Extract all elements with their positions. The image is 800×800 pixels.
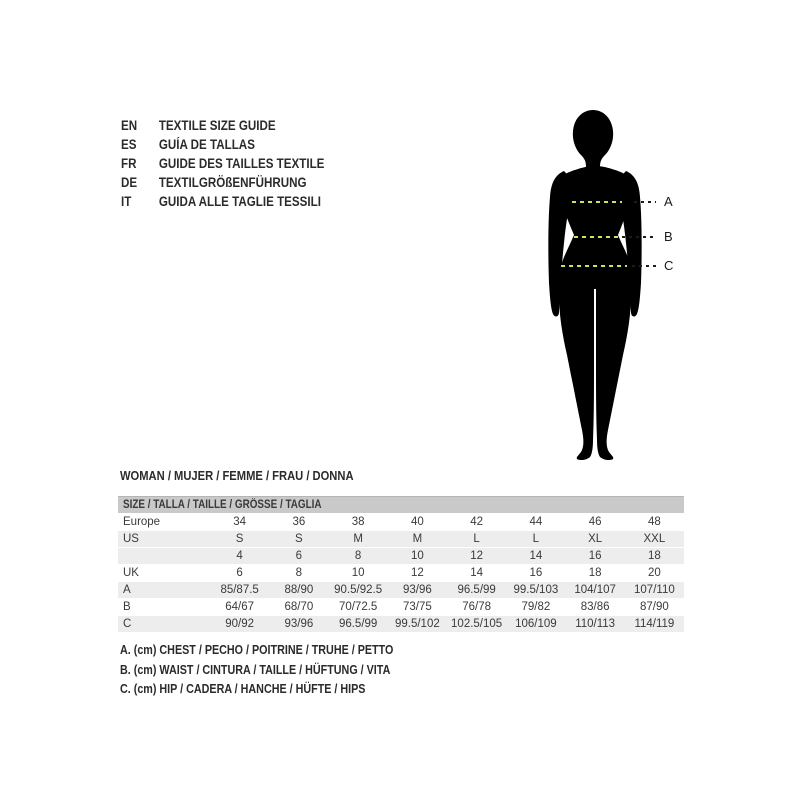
language-row-en	[121, 116, 324, 135]
size-table-row	[118, 582, 684, 599]
language-code: ES	[121, 137, 137, 152]
size-table-container	[118, 496, 684, 633]
language-title: GUIDE DES TAILLES TEXTILE	[158, 156, 325, 171]
measurement-legend	[120, 641, 438, 700]
size-value-cell: 102.5/105	[447, 616, 506, 633]
language-row-de	[121, 173, 324, 192]
row-label: B	[118, 599, 210, 616]
size-value-cell: 114/119	[625, 616, 684, 633]
size-value-cell: L	[447, 531, 506, 548]
row-label: C	[118, 616, 210, 633]
chest-line-extension	[634, 201, 656, 203]
size-value-cell: M	[388, 531, 447, 548]
size-value-cell: 64/67	[210, 599, 269, 616]
size-value-cell: 12	[447, 548, 506, 565]
row-label: A	[118, 582, 210, 599]
size-value-cell: 99.5/103	[506, 582, 565, 599]
size-value-cell: 106/109	[506, 616, 565, 633]
size-value-cell: 87/90	[625, 599, 684, 616]
size-value-cell: 14	[506, 548, 565, 565]
size-value-cell: 10	[388, 548, 447, 565]
size-value-cell: 76/78	[447, 599, 506, 616]
language-row-fr	[121, 154, 324, 173]
language-row-it	[121, 192, 324, 211]
language-title: TEXTILE SIZE GUIDE	[158, 118, 276, 133]
size-table-row	[118, 599, 684, 616]
size-table-row	[118, 616, 684, 633]
size-value-cell: 83/86	[566, 599, 625, 616]
size-value-cell: 93/96	[388, 582, 447, 599]
waist-line-extension	[622, 236, 656, 238]
hip-line-on-body	[561, 265, 627, 267]
size-value-cell: 90/92	[210, 616, 269, 633]
size-value-cell: 48	[625, 514, 684, 531]
size-value-cell: S	[210, 531, 269, 548]
size-value-cell: 44	[506, 514, 565, 531]
language-list	[121, 116, 358, 211]
size-value-cell: 99.5/102	[388, 616, 447, 633]
size-value-cell: S	[269, 531, 328, 548]
size-value-cell: 85/87.5	[210, 582, 269, 599]
size-value-cell: XXL	[625, 531, 684, 548]
woman-silhouette	[540, 105, 660, 467]
language-code: EN	[121, 118, 138, 133]
language-title: GUIDA ALLE TAGLIE TESSILI	[158, 194, 321, 209]
size-value-cell: 110/113	[566, 616, 625, 633]
language-title: TEXTILGRÖßENFÜHRUNG	[158, 175, 307, 190]
size-value-cell: 16	[566, 548, 625, 565]
row-label: Europe	[118, 514, 210, 531]
size-value-cell: 8	[329, 548, 388, 565]
size-value-cell: 14	[447, 565, 506, 582]
language-code: DE	[121, 175, 138, 190]
size-value-cell: 42	[447, 514, 506, 531]
size-value-cell: 73/75	[388, 599, 447, 616]
size-value-cell: 20	[625, 565, 684, 582]
size-value-cell: 8	[269, 565, 328, 582]
size-value-cell: 10	[329, 565, 388, 582]
size-table-row	[118, 548, 684, 565]
size-value-cell: 6	[210, 565, 269, 582]
hip-line-extension	[632, 265, 656, 267]
language-code: FR	[121, 156, 137, 171]
size-table-row	[118, 514, 684, 531]
row-label: UK	[118, 565, 210, 582]
size-table	[118, 496, 684, 633]
legend-line: A. (cm) CHEST / PECHO / POITRINE / TRUHE / PETTO	[120, 643, 394, 657]
waist-line-on-body	[574, 236, 618, 238]
size-value-cell: 93/96	[269, 616, 328, 633]
legend-line: B. (cm) WAIST / CINTURA / TAILLE / HÜFTUNG / VITA	[120, 662, 391, 677]
language-code: IT	[121, 194, 132, 209]
size-value-cell: 68/70	[269, 599, 328, 616]
legend-line: C. (cm) HIP / CADERA / HANCHE / HÜFTE / HIPS	[120, 682, 366, 696]
size-value-cell: 12	[388, 565, 447, 582]
size-value-cell: 36	[269, 514, 328, 531]
size-value-cell: 107/110	[625, 582, 684, 599]
chest-line-on-body	[572, 201, 622, 203]
measure-label-waist: B	[664, 229, 673, 244]
row-label: US	[118, 531, 210, 548]
size-value-cell: 90.5/92.5	[329, 582, 388, 599]
size-value-cell: 6	[269, 548, 328, 565]
size-value-cell: 46	[566, 514, 625, 531]
size-value-cell: 79/82	[506, 599, 565, 616]
size-table-row	[118, 531, 684, 548]
size-value-cell: 96.5/99	[329, 616, 388, 633]
size-table-body	[118, 497, 684, 633]
size-value-cell: 16	[506, 565, 565, 582]
size-value-cell: 18	[566, 565, 625, 582]
size-value-cell: 38	[329, 514, 388, 531]
row-label	[118, 548, 210, 565]
language-title: GUÍA DE TALLAS	[158, 137, 255, 152]
size-value-cell: 88/90	[269, 582, 328, 599]
size-value-cell: 70/72.5	[329, 599, 388, 616]
size-table-header-row	[118, 497, 684, 514]
size-value-cell: XL	[566, 531, 625, 548]
size-value-cell: L	[506, 531, 565, 548]
size-value-cell: 18	[625, 548, 684, 565]
measure-label-chest: A	[664, 194, 673, 209]
section-title-woman: WOMAN / MUJER / FEMME / FRAU / DONNA	[120, 468, 354, 483]
size-value-cell: M	[329, 531, 388, 548]
size-value-cell: 104/107	[566, 582, 625, 599]
size-value-cell: 96.5/99	[447, 582, 506, 599]
size-value-cell: 4	[210, 548, 269, 565]
silhouette-left-leg	[559, 283, 594, 460]
language-row-es	[121, 135, 324, 154]
size-value-cell: 40	[388, 514, 447, 531]
size-table-header-label: SIZE / TALLA / TAILLE / GRÖSSE / TAGLIA	[123, 499, 322, 511]
size-value-cell: 34	[210, 514, 269, 531]
size-table-row	[118, 565, 684, 582]
measure-label-hip: C	[664, 258, 674, 273]
silhouette-right-leg	[596, 283, 631, 460]
